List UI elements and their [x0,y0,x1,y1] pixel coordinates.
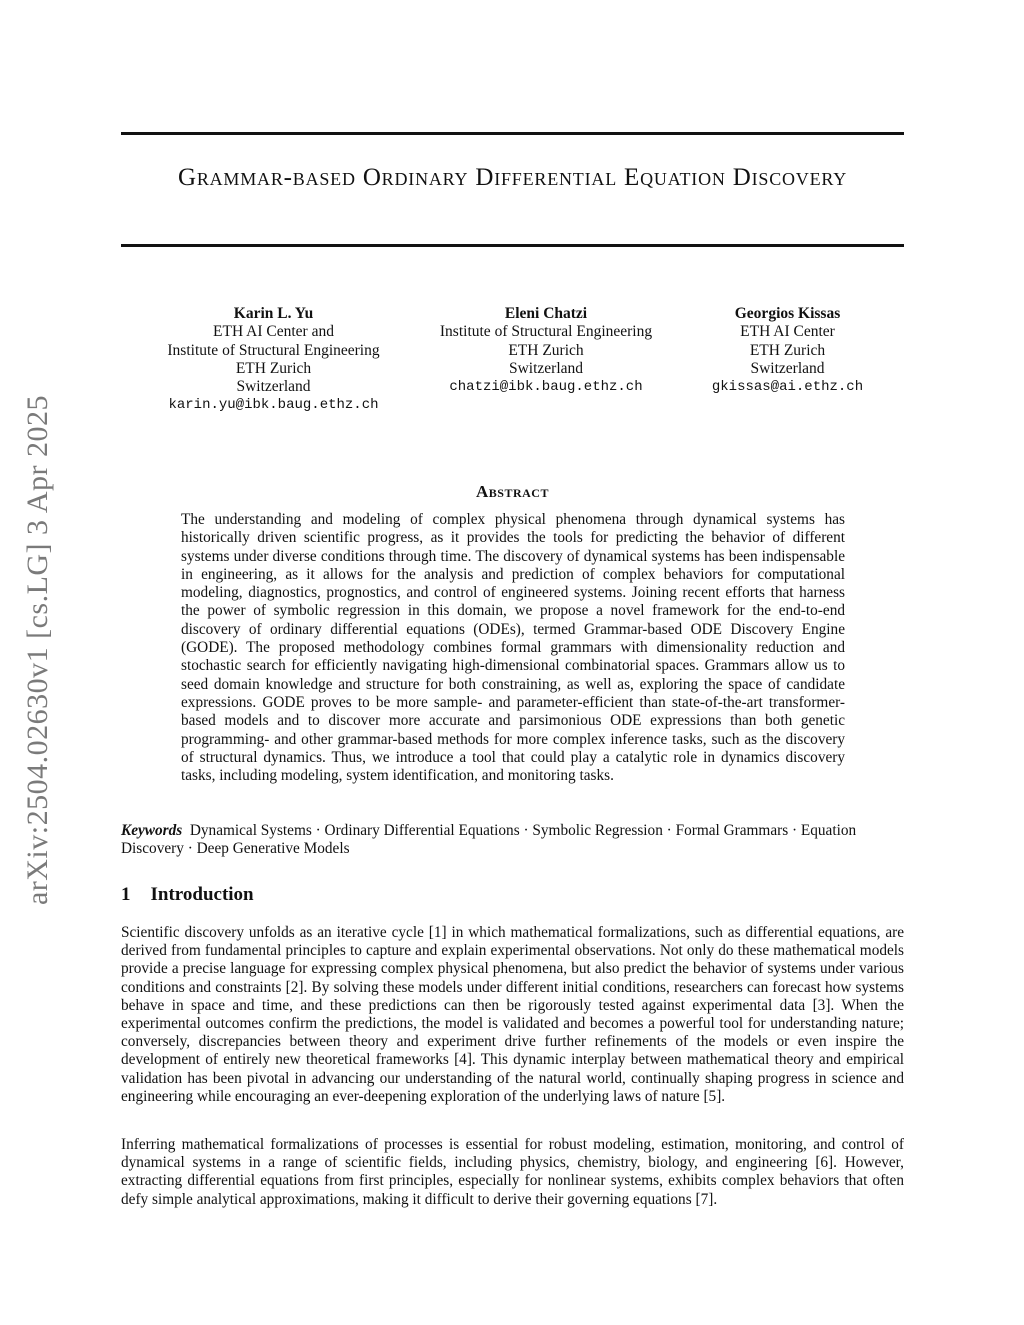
keywords-list: Dynamical Systems · Ordinary Differential Equations · Symbolic Regression · Formal Grammars · Equation Discovery · Deep Generative Models [121,822,857,858]
section-title: Introduction [150,884,254,905]
author-name: Karin L. Yu [233,305,314,322]
section-heading [121,884,254,906]
affiliation-line: Switzerland [508,359,584,377]
affiliation-line: ETH Zurich [508,341,584,359]
author-email[interactable]: chatzi@ibk.baug.ethz.ch [449,379,643,396]
abstract-text: The understanding and modeling of complex physical phenomena through dynamical systems has historically driven scientific progress, as it provides the tools for predicting the behavior of different systems under diverse conditions through time. The discovery of dynamical systems has been indispensable in engineering, as it allows for the analysis and prediction of complex behaviors for computational modeling, diagnostics, prognostics, and control of engineered systems. Joining recent efforts that harness the power of symbolic regression in this domain, we propose a novel framework for the end-to-end discovery of ordinary differential equations (ODEs), termed Grammar-based ODE Discovery Engine (GODE). The proposed methodology combines formal grammars with dimensionality reduction and stochastic search for efficiently navigating high-dimensional combinatorial spaces. Grammars allow us to seed domain knowledge and structure for both constraining, as well as, exploring the space of candidate expressions. GODE proves to be more sample- and parameter-efficient than state-of-the-art transformer-based models and to discover more accurate and parsimonious ODE expressions than both genetic programming- and other grammar-based methods for more complex inference tasks, such as the discovery of structural dynamics. Thus, we introduce a tool that could play a catalytic role in dynamics discovery tasks, including modeling, system identification, and monitoring tasks. [181,511,845,785]
affiliation-line: ETH AI Center and [213,323,334,341]
paper-title: Grammar-based Ordinary Differential Equation Discovery [177,164,848,191]
keywords [121,822,904,859]
affiliation-line: ETH AI Center [740,323,835,341]
author-3 [691,305,884,396]
affiliation-line: Institute of Structural Engineering [439,323,653,341]
author-name: Georgios Kissas [734,305,841,322]
author-email[interactable]: karin.yu@ibk.baug.ethz.ch [168,397,379,414]
author-email[interactable]: gkissas@ai.ethz.ch [711,379,864,396]
affiliation-line: Switzerland [750,359,825,377]
title-top-rule [121,132,904,135]
title-bottom-rule [121,244,904,247]
keywords-label: Keywords [121,822,183,839]
paragraph: Inferring mathematical formalizations of processes is essential for robust modeling, estimation, monitoring, and control of dynamical systems in a range of scientific fields, including physics, chemistry, biology, and engineering [6]. However, extracting differential equations from first principles, especially for nonlinear systems, exhibits complex behaviors that often defy simple analytical approximations, making it difficult to derive their governing equations [7]. [121,1136,904,1208]
author-name: Eleni Chatzi [504,305,588,322]
affiliation-line: Institute of Structural Engineering [167,341,380,359]
affiliation-line: ETH Zurich [235,359,312,377]
section-number: 1 [121,884,131,905]
affiliation-line: ETH Zurich [749,341,826,359]
abstract-heading: Abstract [476,482,549,501]
paragraph: Scientific discovery unfolds as an iterative cycle [1] in which mathematical formalizations, such as differential equations, are derived from fundamental principles to capture and explain experimental observations. Not only do these mathematical models provide a precise language for expressing complex physical phenomena, but also predict the behavior of systems under various conditions and constraints [2]. By solving these models under different initial conditions, researchers can forecast how systems behave in space and time, and these predictions can then be rigorously tested against experimental data [3]. When the experimental outcomes confirm the predictions, the model is validated and becomes a powerful tool for understanding nature; conversely, discrepancies between theory and experiment drive further refinements of the models or even inspire the development of entirely new theoretical frameworks [4]. This dynamic interplay between mathematical theory and empirical validation has been pivotal in advancing our understanding of the natural world, continually shaping progress in science and engineering while encouraging an ever-deepening exploration of the underlying laws of nature [5]. [121,924,904,1105]
arxiv-identifier: arXiv:2504.02630v1 [cs.LG] 3 Apr 2025 [21,394,54,906]
affiliation-line: Switzerland [236,378,311,396]
author-1 [141,305,406,415]
author-2 [416,305,676,396]
